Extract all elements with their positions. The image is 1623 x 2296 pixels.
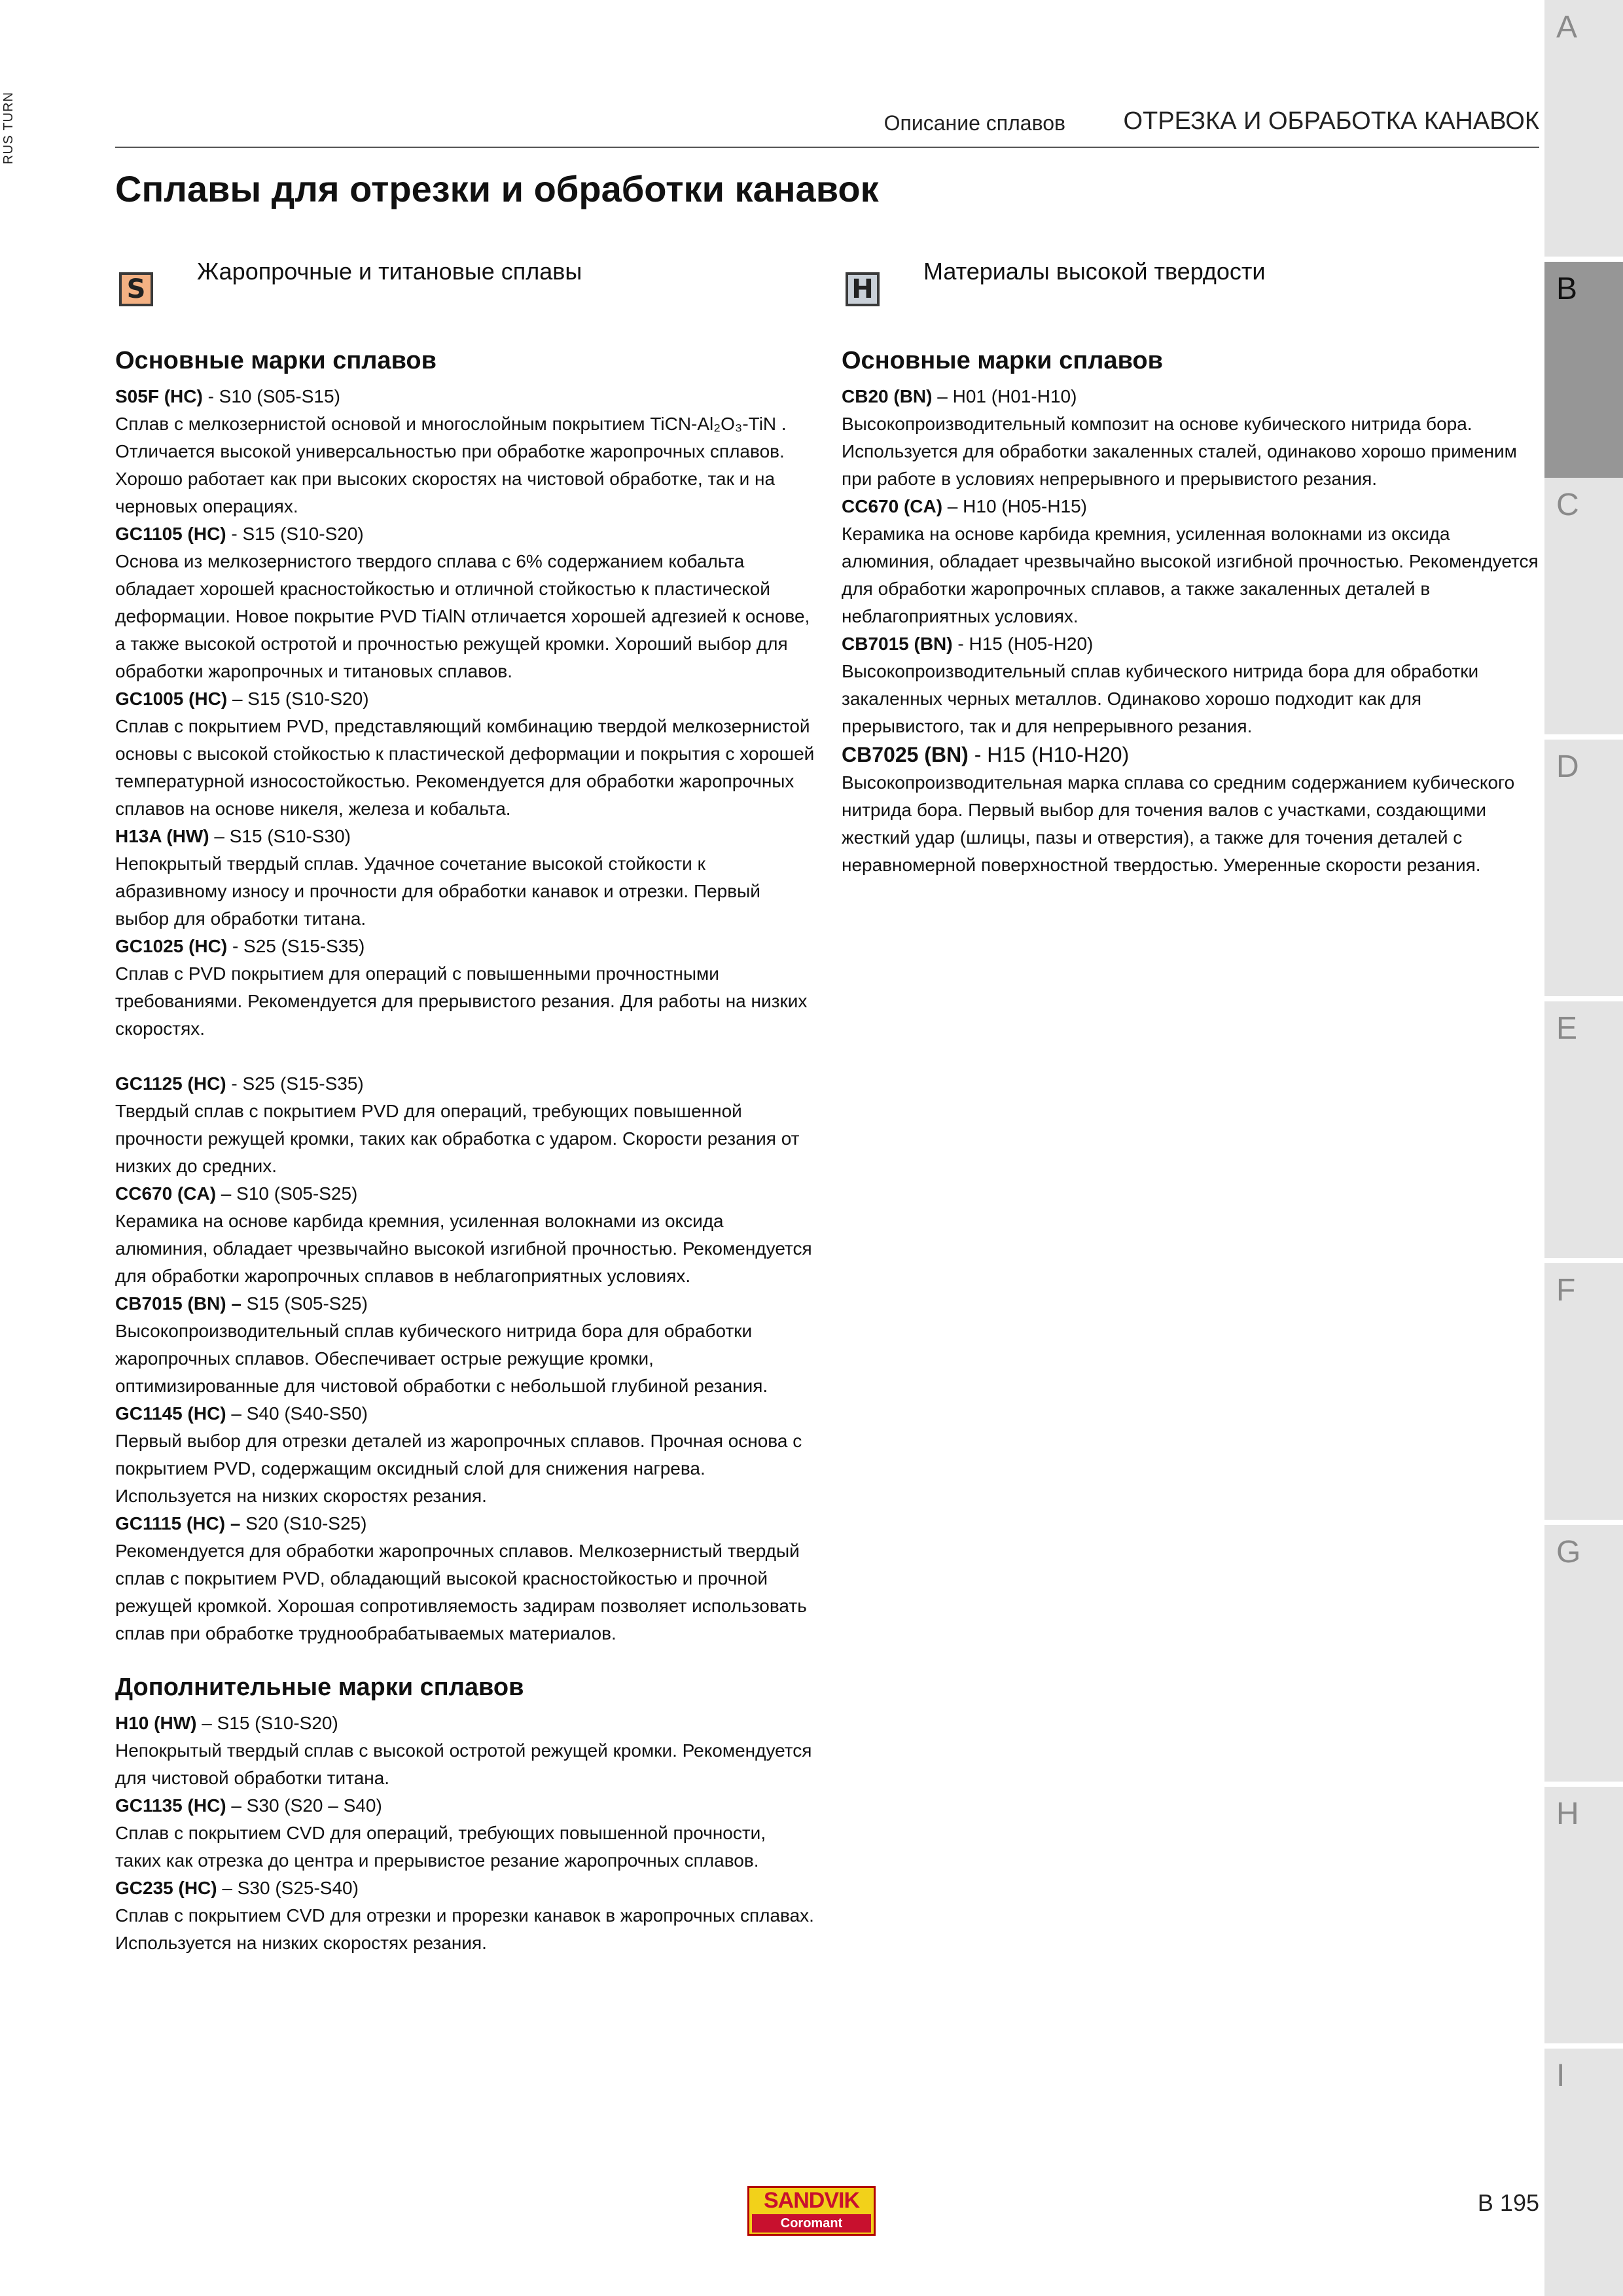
grade-range: – S15 (S10-S30)	[209, 826, 351, 846]
header-section: ОТРЕЗКА И ОБРАБОТКА КАНАВОК	[1123, 107, 1539, 135]
tab-f[interactable]: F	[1544, 1263, 1623, 1520]
grade-description: Сплав с PVD покрытием для операций с повышенными прочностными требованиями. Рекомендуется для прерывистого резания. Для работы на низких скоростях.	[115, 963, 808, 1039]
grade-description: Керамика на основе карбида кремния, усиленная волокнами из оксида алюминия, обладает чрезвычайно высокой изгибной прочностью. Рекомендуется для обработки жаропрочных сплавов, а также закаленных деталей в неблагоприятных условиях.	[842, 524, 1539, 626]
grade-code: CB7015 (BN)	[842, 634, 953, 654]
grade-description: Сплав с покрытием CVD для отрезки и прорезки канавок в жаропрочных сплавах. Используется на низких скоростях резания.	[115, 1905, 814, 1953]
grade-entry	[115, 1400, 815, 1427]
grade-entry	[115, 1070, 815, 1098]
grade-code: CC670 (CA)	[842, 496, 943, 516]
grade-description: Высокопроизводительный композит на основе кубического нитрида бора. Используется для обработки закаленных сталей, одинаково хорошо применим при работе в условиях непрерывного и прерывистого резания.	[842, 414, 1517, 489]
grade-entry	[115, 685, 815, 713]
tab-d[interactable]: D	[1544, 740, 1623, 996]
side-note: RUS TURN	[1, 92, 16, 164]
tab-e[interactable]: E	[1544, 1001, 1623, 1258]
tab-a[interactable]: A	[1544, 0, 1623, 257]
tab-c[interactable]: C	[1544, 478, 1623, 734]
grade-range: – S40 (S40-S50)	[226, 1403, 368, 1424]
grade-description: Непокрытый твердый сплав. Удачное сочетание высокой стойкости к абразивному износу и прочности для обработки канавок и отрезки. Первый выбор для обработки титана.	[115, 853, 760, 929]
grade-description: Твердый сплав с покрытием PVD для операций, требующих повышенной прочности режущей кромки, таких как обработка с ударом. Скорости резания от низких до средних.	[115, 1101, 800, 1176]
grade-code: S05F (HC)	[115, 386, 203, 406]
extra-grades-heading: Дополнительные марки сплавов	[115, 1674, 524, 1701]
grade-entry	[115, 1710, 815, 1737]
grade-range: – S30 (S25-S40)	[217, 1878, 359, 1898]
grade-range: - S10 (S05-S15)	[202, 386, 340, 406]
main-grades-heading: Основные марки сплавов	[115, 347, 437, 374]
grade-range: – H01 (H01-H10)	[932, 386, 1077, 406]
logo-line2: Coromant	[752, 2214, 871, 2233]
grade-description: Высокопроизводительный сплав кубического нитрида бора для обработки закаленных черных металлов. Одинаково хорошо подходит как для прерывистого, так и для непрерывного резания.	[842, 661, 1479, 736]
tab-i[interactable]: I	[1544, 2049, 1623, 2296]
grade-code: GC1145 (HC)	[115, 1403, 226, 1424]
grade-description: Сплав с покрытием CVD для операций, требующих повышенной прочности, таких как отрезка до центра и прерывистое резание жаропрочных сплавов.	[115, 1823, 766, 1871]
page-title: Сплавы для отрезки и обработки канавок	[115, 168, 879, 209]
grade-entry	[115, 1510, 815, 1537]
grade-entry	[115, 520, 815, 548]
grade-code: CB7015 (BN) –	[115, 1293, 241, 1314]
grade-description: Первый выбор для отрезки деталей из жаропрочных сплавов. Прочная основа с покрытием PVD, содержащим оксидный слой для снижения нагрева. Используется на низких скоростях резания.	[115, 1431, 802, 1506]
chapter-tabs	[1544, 0, 1623, 2296]
grade-description: Сплав с покрытием PVD, представляющий комбинацию твердой мелкозернистой основы с высокой стойкостью к пластической деформации и покрытия с хорошей температурной износостойкостью. Рекомендуется для обработки жаропрочных сплавов на основе никеля, железа и кобальта.	[115, 716, 815, 819]
grade-code: GC1025 (HC)	[115, 936, 228, 956]
spacer	[115, 1043, 815, 1070]
header-subsection: Описание сплавов	[883, 111, 1065, 135]
grade-entry	[842, 493, 1542, 520]
grade-entry	[115, 1874, 815, 1902]
main-grades-heading: Основные марки сплавов	[842, 347, 1163, 374]
grade-entry	[115, 1180, 815, 1208]
left-column	[115, 255, 815, 1957]
grade-code: H13A (HW)	[115, 826, 209, 846]
grade-entry	[115, 383, 815, 410]
grade-description: Основа из мелкозернистого твердого сплава с 6% содержанием кобальта обладает хорошей красностойкостью и отличной стойкостью к пластической деформации. Новое покрытие PVD TiAlN отличается хорошей адгезией к основе, а также высокой остротой и прочностью режущей кромки. Хороший выбор для обработки жаропрочных и титановых сплавов.	[115, 551, 810, 681]
grade-code: CB20 (BN)	[842, 386, 933, 406]
material-header-s	[115, 255, 815, 327]
grade-code: GC235 (HC)	[115, 1878, 217, 1898]
grade-code: H10 (HW)	[115, 1713, 197, 1733]
page-header	[115, 105, 1539, 148]
grade-entry	[115, 1290, 815, 1318]
grade-entry	[842, 630, 1542, 658]
grade-range: – S10 (S05-S25)	[216, 1183, 358, 1204]
grade-description: Непокрытый твердый сплав с высокой остротой режущей кромки. Рекомендуется для чистовой обработки титана.	[115, 1740, 812, 1788]
grade-code: GC1135 (HC)	[115, 1795, 226, 1816]
grade-description: Высокопроизводительная марка сплава со средним содержанием кубического нитрида бора. Первый выбор для точения валов с участками, создающими жесткий удар (шлицы, пазы и отверстия), а также для точения деталей с неравномерной поверхностной твердостью. Умеренные скорости резания.	[842, 772, 1515, 875]
material-title-h: Материалы высокой твердости	[923, 258, 1266, 285]
grade-range: – H10 (H05-H15)	[942, 496, 1088, 516]
grade-range: - H15 (H05-H20)	[952, 634, 1094, 654]
grade-range: – S15 (S10-S20)	[227, 689, 369, 709]
grade-range: S20 (S10-S25)	[240, 1513, 367, 1534]
grade-range: - S25 (S15-S35)	[226, 1073, 364, 1094]
grade-entry	[842, 740, 1542, 769]
grade-range: S15 (S05-S25)	[241, 1293, 368, 1314]
grade-code: CB7025 (BN)	[842, 743, 969, 766]
material-title-s: Жаропрочные и титановые сплавы	[197, 258, 582, 285]
grade-code: GC1115 (HC) –	[115, 1513, 241, 1534]
grade-range: - H15 (H10-H20)	[968, 743, 1130, 766]
grade-code: CC670 (CA)	[115, 1183, 217, 1204]
grade-code: GC1125 (HC)	[115, 1073, 226, 1094]
grade-entry	[115, 1792, 815, 1820]
logo-line1: SANDVIK	[763, 2188, 860, 2213]
grade-range: - S15 (S10-S20)	[226, 524, 364, 544]
grade-range: - S25 (S15-S35)	[227, 936, 365, 956]
grade-entry	[115, 933, 815, 960]
sandvik-coromant-logo	[747, 2186, 876, 2236]
right-column	[842, 255, 1542, 879]
grade-entry	[842, 383, 1542, 410]
grade-description: Рекомендуется для обработки жаропрочных сплавов. Мелкозернистый твердый сплав с покрытием PVD, обладающий высокой красностойкостью и прочной режущей кромкой. Хорошая сопротивляемость задирам позволяет использовать сплав при обработке труднообрабатываемых материалов.	[115, 1541, 807, 1643]
page-number: B 195	[1477, 2189, 1539, 2216]
material-header-h	[842, 255, 1542, 327]
grade-entry	[115, 823, 815, 850]
grade-description: Сплав с мелкозернистой основой и многослойным покрытием TiCN-Al₂O₃-TiN . Отличается высокой универсальностью при обработке жаропрочных сплавов. Хорошо работает как при высоких скоростях на чистовой обработке, так и на черновых операциях.	[115, 414, 787, 516]
material-badge-h: H	[846, 272, 880, 306]
tab-g[interactable]: G	[1544, 1525, 1623, 1782]
tab-h[interactable]: H	[1544, 1787, 1623, 2043]
grade-description: Керамика на основе карбида кремния, усиленная волокнами из оксида алюминия, обладает чрезвычайно высокой изгибной прочностью. Рекомендуется для обработки жаропрочных сплавов в неблагоприятных условиях.	[115, 1211, 812, 1286]
grade-code: GC1105 (HC)	[115, 524, 226, 544]
grade-description: Высокопроизводительный сплав кубического нитрида бора для обработки жаропрочных сплавов. Обеспечивает острые режущие кромки, оптимизированные для чистовой обработки с небольшой глубиной резания.	[115, 1321, 768, 1396]
grade-range: – S15 (S10-S20)	[196, 1713, 338, 1733]
tab-b[interactable]: B	[1544, 262, 1623, 518]
grade-code: GC1005 (HC)	[115, 689, 228, 709]
material-badge-s: S	[119, 272, 153, 306]
grade-range: – S30 (S20 – S40)	[226, 1795, 382, 1816]
